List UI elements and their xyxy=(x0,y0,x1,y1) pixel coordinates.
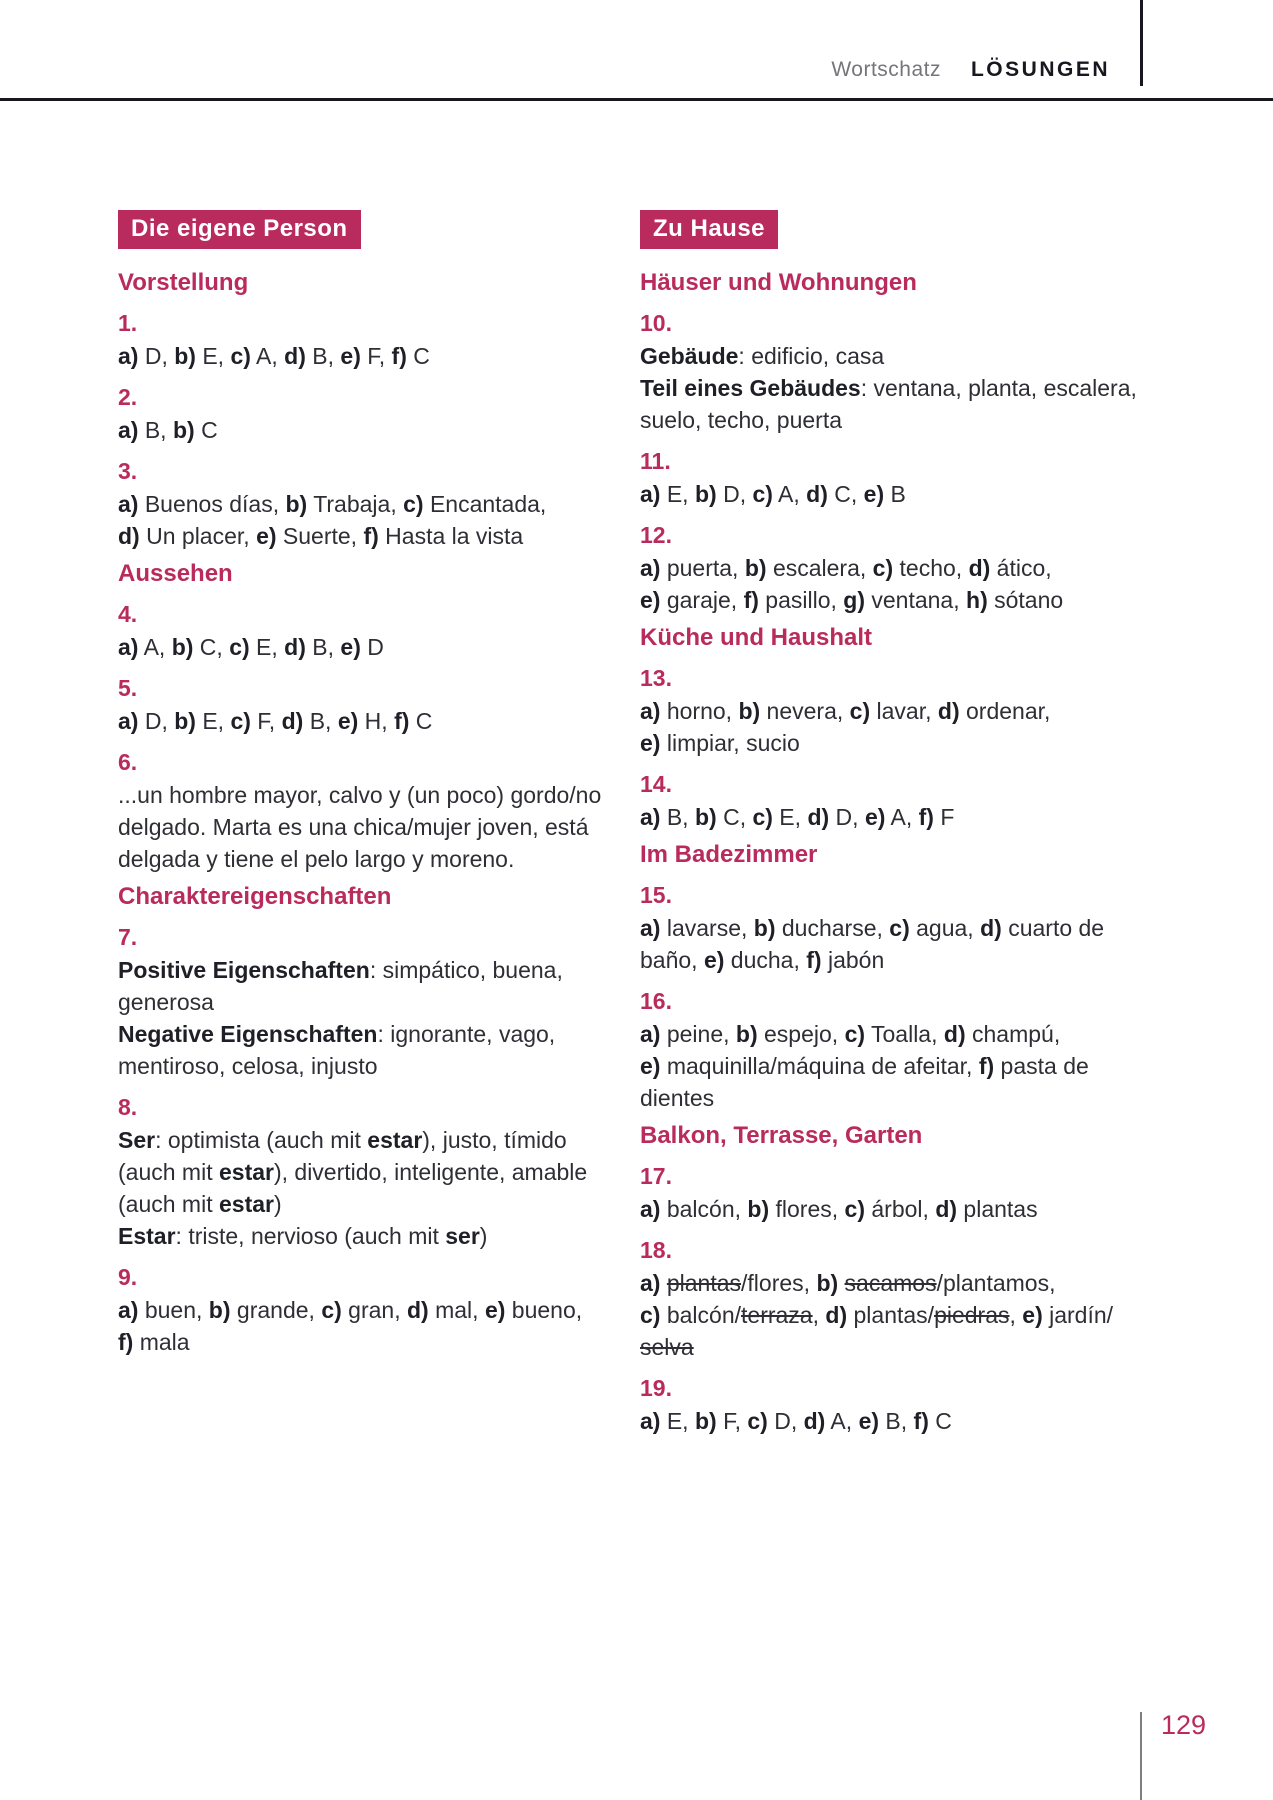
exercise xyxy=(640,770,1160,833)
answer-text: /plantamos, xyxy=(936,1270,1056,1296)
answer-text: E, xyxy=(249,634,285,660)
answer-label: b) xyxy=(735,1021,758,1047)
answer-label: e) xyxy=(640,1053,661,1079)
answer-text: Toalla, xyxy=(865,1021,944,1047)
answer-label: a) xyxy=(640,915,661,941)
section-heading: Aussehen xyxy=(118,560,233,587)
exercise xyxy=(118,600,623,663)
answer-text: nevera, xyxy=(760,698,850,724)
answer-text: mentiroso, celosa, injusto xyxy=(118,1053,378,1079)
answer-label: a) xyxy=(118,708,139,734)
answer-line xyxy=(640,1331,1160,1363)
exercise-number: 19. xyxy=(640,1375,672,1401)
answer-text: espejo, xyxy=(757,1021,845,1047)
exercise-number: 14. xyxy=(640,771,672,797)
answer-text: maquinilla/máquina de afeitar, xyxy=(660,1053,979,1079)
exercise xyxy=(640,309,1160,436)
header-section-label: Wortschatz xyxy=(831,58,941,81)
answer-text: suelo, techo, puerta xyxy=(640,407,843,433)
exercise-number: 17. xyxy=(640,1163,672,1189)
exercise xyxy=(640,1236,1160,1363)
answer-text: D, xyxy=(829,804,865,830)
answer-text: ) xyxy=(479,1223,488,1249)
answer-line xyxy=(640,404,1160,436)
answer-label: f) xyxy=(743,587,759,613)
answer-label: b) xyxy=(694,1408,717,1434)
answer-label: b) xyxy=(172,417,195,443)
answer-line xyxy=(640,584,1160,616)
answer-text: Suerte, xyxy=(276,523,364,549)
answer-label: c) xyxy=(849,698,871,724)
exercise xyxy=(118,383,623,446)
answer-line xyxy=(640,1299,1160,1331)
answer-label: d) xyxy=(968,555,991,581)
answer-text: D, xyxy=(138,343,175,369)
answer-label: b) xyxy=(171,634,194,660)
answer-text: puerta, xyxy=(660,555,745,581)
answer-text: (auch mit xyxy=(118,1159,219,1185)
answer-text: C, xyxy=(193,634,230,660)
answer-line xyxy=(118,631,623,663)
exercise xyxy=(640,987,1160,1114)
exercise xyxy=(118,309,623,372)
section-heading: Vorstellung xyxy=(118,269,249,296)
answer-line xyxy=(640,1018,1160,1050)
exercise xyxy=(118,1263,623,1358)
answer-text: Un placer, xyxy=(139,523,257,549)
answer-label: h) xyxy=(966,587,988,613)
answer-text: buen, xyxy=(138,1297,209,1323)
answer-text: sótano xyxy=(987,587,1064,613)
answer-line xyxy=(640,1082,1160,1114)
exercise xyxy=(640,1374,1160,1437)
footer-vertical-rule xyxy=(1140,1712,1142,1800)
answer-text: mal, xyxy=(428,1297,485,1323)
answer-text: balcón/ xyxy=(660,1302,742,1328)
answer-line xyxy=(640,372,1160,404)
answer-line xyxy=(640,944,1160,976)
chapter-box-row xyxy=(640,205,1160,261)
answer-line xyxy=(640,478,1160,510)
struck-word: piedras xyxy=(934,1302,1010,1328)
exercise xyxy=(640,664,1160,759)
answer-line xyxy=(640,801,1160,833)
answer-text: : ventana, planta, escalera, xyxy=(860,375,1137,401)
answer-line xyxy=(118,488,623,520)
answer-label: e) xyxy=(863,481,885,507)
exercise-number: 8. xyxy=(118,1094,138,1120)
exercise-number: 2. xyxy=(118,384,138,410)
answer-label: c) xyxy=(747,1408,768,1434)
answer-label: Positive Eigenschaften xyxy=(118,957,370,983)
exercise-number: 3. xyxy=(118,458,138,484)
answer-label: e) xyxy=(864,804,886,830)
answer-text: : ignorante, vago, xyxy=(377,1021,556,1047)
answer-text: gran, xyxy=(341,1297,407,1323)
answer-text: B, xyxy=(305,634,341,660)
answer-line xyxy=(640,727,1160,759)
exercise-number: 12. xyxy=(640,522,672,548)
answer-text: árbol, xyxy=(865,1196,936,1222)
answer-text: ...un hombre mayor, calvo y (un poco) gordo/no xyxy=(118,782,602,808)
answer-label: e) xyxy=(340,634,361,660)
answer-text: peine, xyxy=(660,1021,736,1047)
answer-label: c) xyxy=(752,804,773,830)
exercise-number: 13. xyxy=(640,665,672,691)
answer-text: C, xyxy=(827,481,864,507)
answer-label: e) xyxy=(640,730,661,756)
answer-label: e) xyxy=(703,947,725,973)
exercise xyxy=(118,1093,623,1252)
exercise-number: 7. xyxy=(118,924,138,950)
answer-text: : edificio, casa xyxy=(738,343,885,369)
chapter-box: Die eigene Person xyxy=(118,210,361,249)
answer-text: A, xyxy=(772,481,807,507)
answer-text: E, xyxy=(660,1408,695,1434)
answer-text: lavarse, xyxy=(660,915,754,941)
answer-label: b) xyxy=(694,481,717,507)
answer-text: delgado. Marta es una chica/mujer joven, está xyxy=(118,814,589,840)
answer-text: pasta de xyxy=(994,1053,1089,1079)
exercise xyxy=(118,923,623,1082)
answer-label: a) xyxy=(640,1196,661,1222)
chapter-box-row xyxy=(118,205,623,261)
answer-label: d) xyxy=(118,523,140,549)
exercise-number: 6. xyxy=(118,749,138,775)
answer-text: F, xyxy=(250,708,282,734)
answer-text: lavar, xyxy=(870,698,938,724)
answer-text: B, xyxy=(879,1408,914,1434)
answer-label: d) xyxy=(935,1196,958,1222)
answer-line xyxy=(640,695,1160,727)
answer-text: Encantada, xyxy=(423,491,547,517)
answer-line xyxy=(118,954,623,986)
page-number: 129 xyxy=(1161,1710,1207,1740)
answer-text: B, xyxy=(303,708,338,734)
answer-line xyxy=(118,843,623,875)
chapter-box: Zu Hause xyxy=(640,210,778,249)
answer-label: a) xyxy=(640,555,661,581)
answer-line xyxy=(640,1405,1160,1437)
answer-text: C xyxy=(406,343,430,369)
answer-text: C xyxy=(409,708,433,734)
answer-label: e) xyxy=(484,1297,506,1323)
answer-text: B, xyxy=(138,417,173,443)
answer-label: ser xyxy=(445,1223,480,1249)
answer-label: f) xyxy=(806,947,822,973)
answer-label: d) xyxy=(937,698,960,724)
answer-text: ordenar, xyxy=(959,698,1051,724)
answer-line xyxy=(118,1294,623,1326)
section-heading: Balkon, Terrasse, Garten xyxy=(640,1122,923,1149)
answer-label: f) xyxy=(913,1408,929,1434)
exercise-number: 10. xyxy=(640,310,672,336)
answer-line xyxy=(640,1267,1160,1299)
answer-label: f) xyxy=(918,804,934,830)
exercise-number: 18. xyxy=(640,1237,672,1263)
answer-label: a) xyxy=(118,343,139,369)
answer-label: f) xyxy=(363,523,379,549)
answer-text: Hasta la vista xyxy=(378,523,524,549)
answer-text: balcón, xyxy=(660,1196,748,1222)
answer-text: ducharse, xyxy=(775,915,890,941)
answer-label: f) xyxy=(978,1053,995,1079)
answer-text: ventana, xyxy=(864,587,967,613)
answer-text: jabón xyxy=(821,947,885,973)
answer-line xyxy=(118,340,623,372)
answer-text: D, xyxy=(767,1408,804,1434)
answer-label: a) xyxy=(118,634,139,660)
answer-label: estar xyxy=(218,1159,274,1185)
answer-label: c) xyxy=(844,1021,866,1047)
answer-label: d) xyxy=(284,634,306,660)
answer-text: techo, xyxy=(893,555,969,581)
answer-text: C xyxy=(194,417,218,443)
column-right xyxy=(640,205,1160,1437)
answer-text: E, xyxy=(660,481,695,507)
answer-label: d) xyxy=(807,804,830,830)
answer-text: escalera, xyxy=(766,555,873,581)
struck-word: terraza xyxy=(741,1302,813,1328)
answer-label: a) xyxy=(118,417,139,443)
answer-line xyxy=(118,1050,623,1082)
page-header xyxy=(831,57,1110,83)
section-heading: Charaktereigenschaften xyxy=(118,883,392,910)
answer-label: a) xyxy=(640,698,661,724)
answer-text: , xyxy=(1009,1302,1023,1328)
answer-text: B, xyxy=(660,804,695,830)
exercise xyxy=(640,1162,1160,1225)
answer-label: b) xyxy=(738,698,761,724)
answer-label: d) xyxy=(825,1302,848,1328)
answer-text: E, xyxy=(772,804,808,830)
answer-text: A, xyxy=(250,343,285,369)
answer-text: /flores, xyxy=(741,1270,817,1296)
answer-label: b) xyxy=(285,491,308,517)
answer-line xyxy=(118,1220,623,1252)
answer-label: c) xyxy=(889,915,910,941)
answer-text: ), justo, tímido xyxy=(422,1127,567,1153)
answer-text: C xyxy=(928,1408,952,1434)
answer-label: Ser xyxy=(118,1127,156,1153)
answer-line xyxy=(118,1156,623,1188)
answer-text: plantas/ xyxy=(847,1302,935,1328)
section-heading: Im Badezimmer xyxy=(640,841,818,868)
answer-label: c) xyxy=(229,634,250,660)
answer-text: D, xyxy=(716,481,753,507)
answer-text: : simpático, buena, xyxy=(369,957,563,983)
answer-label: b) xyxy=(694,804,717,830)
answer-line xyxy=(640,552,1160,584)
exercise xyxy=(640,447,1160,510)
answer-text: F, xyxy=(360,343,392,369)
answer-text: ducha, xyxy=(724,947,807,973)
answer-line xyxy=(118,414,623,446)
answer-label: Teil eines Gebäudes xyxy=(640,375,861,401)
answer-text: champú, xyxy=(965,1021,1061,1047)
column-left xyxy=(118,205,623,1358)
answer-label: d) xyxy=(284,343,306,369)
answer-label: d) xyxy=(943,1021,966,1047)
answer-text: : optimista (auch mit xyxy=(155,1127,368,1153)
answer-line xyxy=(640,912,1160,944)
answer-label: e) xyxy=(337,708,359,734)
answer-label: estar xyxy=(367,1127,423,1153)
answer-text: F xyxy=(933,804,955,830)
answer-label: d) xyxy=(806,481,828,507)
answer-label: Negative Eigenschaften xyxy=(118,1021,378,1047)
answer-label: a) xyxy=(640,481,661,507)
answer-line xyxy=(118,1124,623,1156)
answer-text: horno, xyxy=(660,698,739,724)
exercise-number: 15. xyxy=(640,882,672,908)
exercise xyxy=(640,881,1160,976)
answer-text: E, xyxy=(195,343,231,369)
exercise-number: 11. xyxy=(640,448,671,474)
answer-text: flores, xyxy=(769,1196,845,1222)
exercise-number: 9. xyxy=(118,1264,138,1290)
struck-word: plantas xyxy=(666,1270,742,1296)
answer-label: estar xyxy=(218,1191,274,1217)
answer-label: a) xyxy=(640,804,661,830)
answer-label: b) xyxy=(747,1196,770,1222)
answer-label: Gebäude xyxy=(640,343,739,369)
answer-text: A, xyxy=(885,804,919,830)
answer-text: D xyxy=(360,634,384,660)
answer-label: c) xyxy=(640,1302,661,1328)
answer-label: e) xyxy=(640,587,661,613)
section-heading: Häuser und Wohnungen xyxy=(640,269,917,296)
answer-label: b) xyxy=(753,915,776,941)
answer-line xyxy=(118,779,623,811)
answer-text: A, xyxy=(825,1408,859,1434)
exercise xyxy=(118,457,623,552)
answer-label: e) xyxy=(1022,1302,1043,1328)
exercise-number: 5. xyxy=(118,675,138,701)
answer-label: b) xyxy=(208,1297,231,1323)
answer-text: B, xyxy=(305,343,341,369)
answer-line xyxy=(640,1193,1160,1225)
answer-text: plantas xyxy=(957,1196,1038,1222)
answer-text: ) xyxy=(273,1191,282,1217)
answer-line xyxy=(640,340,1160,372)
answer-text: D, xyxy=(138,708,175,734)
header-vertical-rule xyxy=(1140,0,1143,86)
answer-text: limpiar, sucio xyxy=(660,730,800,756)
answer-label: c) xyxy=(230,708,251,734)
answer-label: f) xyxy=(394,708,410,734)
answer-text: jardín/ xyxy=(1042,1302,1114,1328)
answer-label: e) xyxy=(858,1408,880,1434)
answer-text: E, xyxy=(195,708,231,734)
answer-label: f) xyxy=(391,343,407,369)
answer-label: b) xyxy=(174,708,196,734)
answer-text: agua, xyxy=(909,915,981,941)
answer-label: e) xyxy=(340,343,361,369)
answer-label: b) xyxy=(816,1270,839,1296)
answer-label: c) xyxy=(752,481,773,507)
answer-label: a) xyxy=(640,1408,661,1434)
answer-label: a) xyxy=(640,1270,661,1296)
answer-text: A, xyxy=(138,634,172,660)
answer-text: pasillo, xyxy=(758,587,844,613)
answer-text: garaje, xyxy=(660,587,744,613)
answer-label: g) xyxy=(843,587,865,613)
answer-label: d) xyxy=(980,915,1002,941)
exercise-number: 4. xyxy=(118,601,138,627)
answer-text: delgada y tiene el pelo largo y moreno. xyxy=(118,846,515,872)
answer-text: B xyxy=(884,481,906,507)
exercise xyxy=(640,521,1160,616)
answer-text: baño, xyxy=(640,947,704,973)
answer-text: generosa xyxy=(118,989,214,1015)
header-chapter-label: LÖSUNGEN xyxy=(970,58,1110,81)
exercise xyxy=(118,674,623,737)
answer-label: d) xyxy=(803,1408,826,1434)
header-divider-rule xyxy=(0,98,1273,101)
answer-text: , xyxy=(812,1302,826,1328)
answer-label: d) xyxy=(281,708,304,734)
answer-label: c) xyxy=(872,555,894,581)
answer-label: Estar xyxy=(118,1223,176,1249)
answer-label: e) xyxy=(256,523,277,549)
exercise-number: 16. xyxy=(640,988,672,1014)
struck-word: selva xyxy=(640,1334,694,1360)
answer-line xyxy=(118,520,623,552)
answer-label: a) xyxy=(118,1297,139,1323)
answer-text: grande, xyxy=(230,1297,322,1323)
answer-line xyxy=(640,1050,1160,1082)
answer-label: b) xyxy=(174,343,196,369)
answer-label: a) xyxy=(118,491,139,517)
answer-text: dientes xyxy=(640,1085,715,1111)
struck-word: sacamos xyxy=(844,1270,937,1296)
answer-line xyxy=(118,811,623,843)
answer-text: H, xyxy=(358,708,395,734)
answer-text: cuarto de xyxy=(1001,915,1105,941)
answer-line xyxy=(118,986,623,1018)
answer-label: f) xyxy=(118,1329,134,1355)
answer-text: bueno, xyxy=(505,1297,583,1323)
answer-text: (auch mit xyxy=(118,1191,219,1217)
answer-text: C, xyxy=(716,804,753,830)
answer-line xyxy=(118,1326,623,1358)
answer-text: mala xyxy=(133,1329,190,1355)
answer-text: ático, xyxy=(990,555,1052,581)
answer-text: Trabaja, xyxy=(307,491,404,517)
answer-text: F, xyxy=(716,1408,748,1434)
answer-text: : triste, nervioso (auch mit xyxy=(175,1223,446,1249)
answer-label: c) xyxy=(321,1297,342,1323)
answer-line xyxy=(118,1188,623,1220)
answer-label: b) xyxy=(744,555,767,581)
answer-line xyxy=(118,1018,623,1050)
exercise xyxy=(118,748,623,875)
section-heading: Küche und Haushalt xyxy=(640,624,873,651)
answer-text: Buenos días, xyxy=(138,491,286,517)
answer-label: c) xyxy=(230,343,251,369)
answer-label: d) xyxy=(406,1297,429,1323)
answer-line xyxy=(118,705,623,737)
answer-label: a) xyxy=(640,1021,661,1047)
answer-label: c) xyxy=(403,491,424,517)
exercise-number: 1. xyxy=(118,310,138,336)
answer-text: ), divertido, inteligente, amable xyxy=(273,1159,588,1185)
answer-label: c) xyxy=(844,1196,865,1222)
